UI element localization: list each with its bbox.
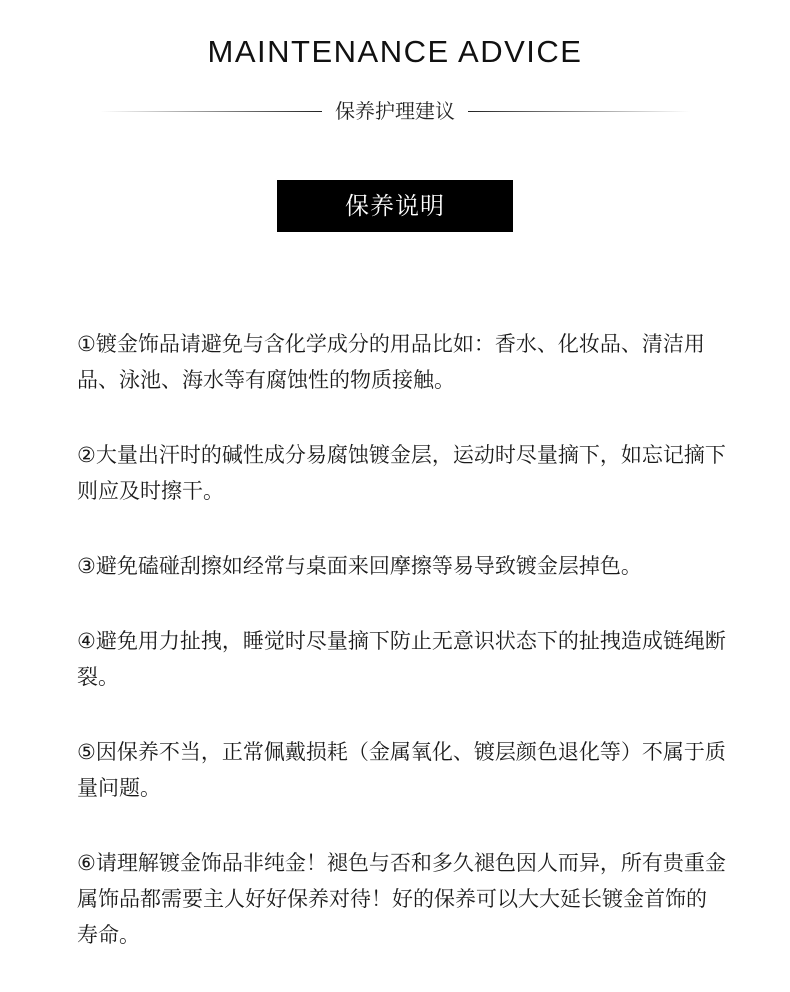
page-subtitle: 保养护理建议 — [335, 99, 455, 123]
advice-item-1: ①镀金饰品请避免与含化学成分的用品比如：香水、化妆品、清洁用品、泳池、海水等有腐蚀性的物质接触。 — [77, 332, 705, 392]
advice-list — [77, 326, 727, 992]
subtitle-row — [0, 96, 790, 126]
page-title: MAINTENANCE ADVICE — [207, 34, 583, 69]
advice-item-6: ⑥请理解镀金饰品非纯金！褪色与否和多久褪色因人而异，所有贵重金属饰品都需要主人好好保养对待！好的保养可以大大延长镀金首饰的寿命。 — [77, 851, 726, 947]
section-banner: 保养说明 — [277, 180, 513, 232]
divider-left — [100, 111, 322, 112]
advice-item-4: ④避免用力扯拽，睡觉时尽量摘下防止无意识状态下的扯拽造成链绳断裂。 — [77, 629, 726, 689]
advice-item-5: ⑤因保养不当，正常佩戴损耗（金属氧化、镀层颜色退化等）不属于质量问题。 — [77, 740, 726, 800]
advice-item-3: ③避免磕碰刮擦如经常与桌面来回摩擦等易导致镀金层掉色。 — [77, 554, 642, 578]
advice-item-2: ②大量出汗时的碱性成分易腐蚀镀金层，运动时尽量摘下，如忘记摘下则应及时擦干。 — [77, 443, 726, 503]
divider-right — [468, 111, 690, 112]
